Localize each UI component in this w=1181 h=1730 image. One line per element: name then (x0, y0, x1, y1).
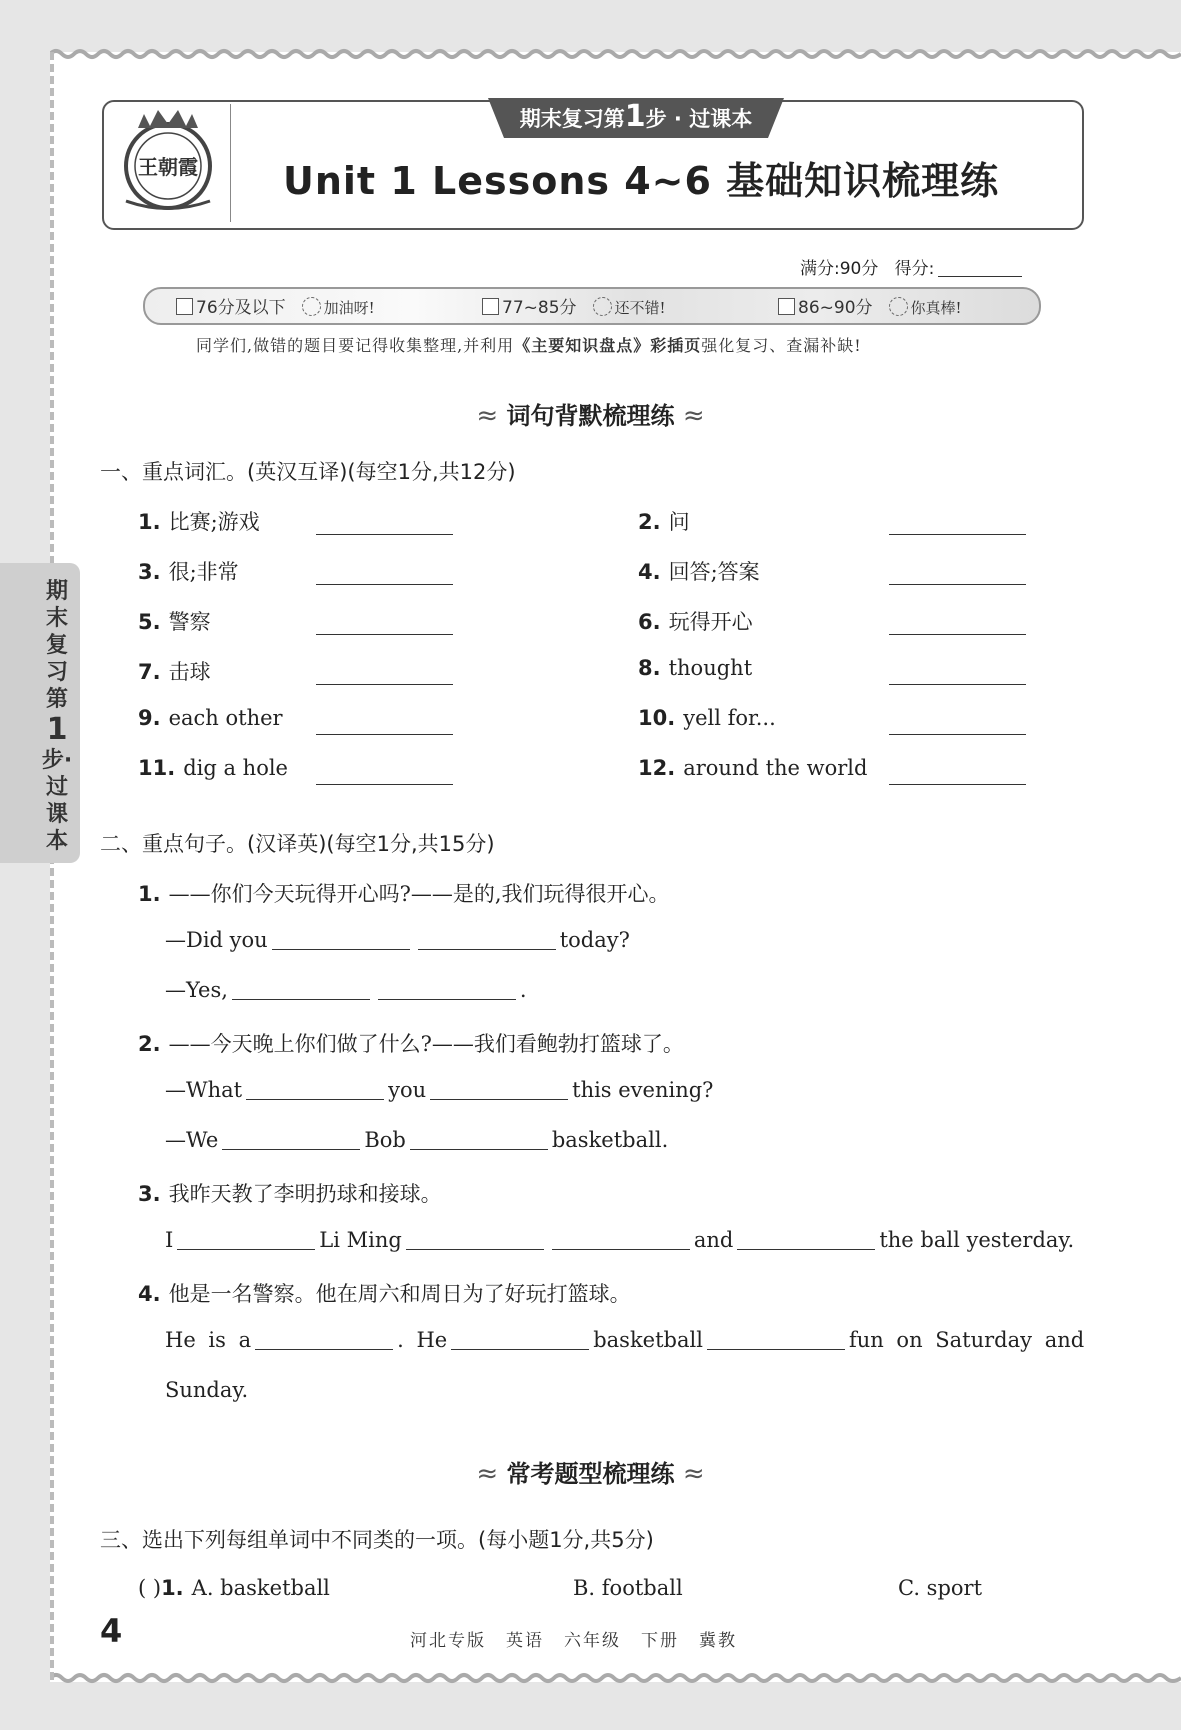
vocab-item: 8. thought (638, 656, 753, 680)
page-title: Unit 1 Lessons 4~6 基础知识梳理练 (283, 159, 1000, 203)
publisher-logo (118, 106, 218, 216)
score-line: 满分:90分 得分: (800, 254, 1022, 279)
vocab-item: 11. dig a hole (138, 756, 288, 780)
sentence-1-answer-a: —Did you today? (165, 928, 630, 952)
vocab-item: 1. 比赛;游戏 (138, 510, 260, 534)
vocab-item: 7. 击球 (138, 660, 211, 684)
section-title-common-questions: ≈ 常考题型梳理练 ≈ (476, 1459, 705, 1489)
choice-question-1: ( )1. A. basketball (138, 1576, 330, 1600)
step-tab-label: 期末复习第1步 · 过课本 (519, 99, 753, 134)
sentence-3-answer: I Li Ming and the ball yesterday. (165, 1228, 1075, 1252)
score-blank[interactable] (938, 276, 1022, 277)
answer-blank[interactable] (246, 1099, 384, 1100)
sentence-1-answer-b: —Yes, . (165, 978, 527, 1002)
vocab-item: 10. yell for... (638, 706, 776, 730)
option-b: B. football (573, 1576, 683, 1600)
checkbox-icon[interactable] (482, 298, 499, 315)
answer-blank[interactable] (378, 999, 516, 1000)
answer-blank[interactable] (418, 949, 556, 950)
section-title-vocab-sentences: ≈ 词句背默梳理练 ≈ (476, 401, 705, 431)
sentence-3-chinese: 3. 我昨天教了李明扔球和接球。 (138, 1182, 442, 1206)
answer-blank[interactable] (451, 1349, 589, 1350)
answer-blank[interactable] (316, 634, 453, 635)
answer-blank[interactable] (316, 684, 453, 685)
sentence-1-chinese: 1. ——你们今天玩得开心吗?——是的,我们玩得很开心。 (138, 882, 670, 906)
study-tip: 同学们,做错的题目要记得收集整理,并利用《主要知识盘点》彩插页强化复习、查漏补缺! (196, 336, 862, 355)
checkbox-icon[interactable] (176, 298, 193, 315)
answer-blank[interactable] (316, 584, 453, 585)
checkbox-icon[interactable] (778, 298, 795, 315)
answer-blank[interactable] (889, 784, 1026, 785)
sentence-4-chinese: 4. 他是一名警察。他在周六和周日为了好玩打篮球。 (138, 1282, 631, 1306)
vocab-item: 12. around the world (638, 756, 868, 780)
smiley-icon (302, 297, 321, 316)
vocab-item: 5. 警察 (138, 610, 211, 634)
answer-blank[interactable] (222, 1149, 360, 1150)
answer-blank[interactable] (232, 999, 370, 1000)
vocab-item: 4. 回答;答案 (638, 560, 760, 584)
logo-divider (230, 104, 231, 222)
answer-blank[interactable] (889, 734, 1026, 735)
answer-blank[interactable] (889, 534, 1026, 535)
tier-high: 86~90分 你真棒! (778, 293, 962, 318)
answer-blank[interactable] (406, 1249, 544, 1250)
answer-blank[interactable] (272, 949, 410, 950)
answer-blank[interactable] (552, 1249, 690, 1250)
tier-low: 76分及以下 加油呀! (176, 293, 375, 318)
answer-blank[interactable] (316, 534, 453, 535)
vocab-item: 6. 玩得开心 (638, 610, 753, 634)
answer-blank[interactable] (430, 1099, 568, 1100)
vocab-item: 2. 问 (638, 510, 690, 534)
question-heading-3: 三、选出下列每组单词中不同类的一项。(每小题1分,共5分) (100, 1528, 654, 1552)
wavy-border-top (50, 48, 1181, 60)
question-heading-2: 二、重点句子。(汉译英)(每空1分,共15分) (100, 832, 495, 856)
svg-text:王朝霞: 王朝霞 (138, 155, 198, 179)
answer-blank[interactable] (410, 1149, 548, 1150)
footer-edition: 河北专版 英语 六年级 下册 冀教 (410, 1631, 737, 1651)
side-tab-label: 期末复习第 1 步·过课本 (41, 579, 73, 854)
option-c: C. sport (898, 1576, 983, 1600)
smiley-icon (889, 297, 908, 316)
answer-blank[interactable] (316, 784, 453, 785)
answer-paren[interactable]: ( ) (138, 1576, 162, 1600)
answer-blank[interactable] (889, 684, 1026, 685)
sentence-2-answer-a: —What you this evening? (165, 1078, 714, 1102)
answer-blank[interactable] (889, 634, 1026, 635)
vocab-item: 3. 很;非常 (138, 560, 239, 584)
wavy-border-bottom (50, 1672, 1181, 1684)
answer-blank[interactable] (707, 1349, 845, 1350)
sentence-4-answer: He is a . He basketball fun on Saturday and (165, 1328, 1085, 1352)
vocab-item: 9. each other (138, 706, 283, 730)
question-heading-1: 一、重点词汇。(英汉互译)(每空1分,共12分) (100, 460, 516, 484)
answer-blank[interactable] (177, 1249, 315, 1250)
page-number: 4 (100, 1612, 123, 1650)
sentence-4-continuation: Sunday. (165, 1378, 249, 1402)
tier-mid: 77~85分 还不错! (482, 293, 666, 318)
sentence-2-answer-b: —We Bob basketball. (165, 1128, 669, 1152)
wavy-border-left (46, 52, 58, 1682)
answer-blank[interactable] (255, 1349, 393, 1350)
smiley-icon (593, 297, 612, 316)
answer-blank[interactable] (316, 734, 453, 735)
sentence-2-chinese: 2. ——今天晚上你们做了什么?——我们看鲍勃打篮球了。 (138, 1032, 684, 1056)
answer-blank[interactable] (889, 584, 1026, 585)
answer-blank[interactable] (737, 1249, 875, 1250)
